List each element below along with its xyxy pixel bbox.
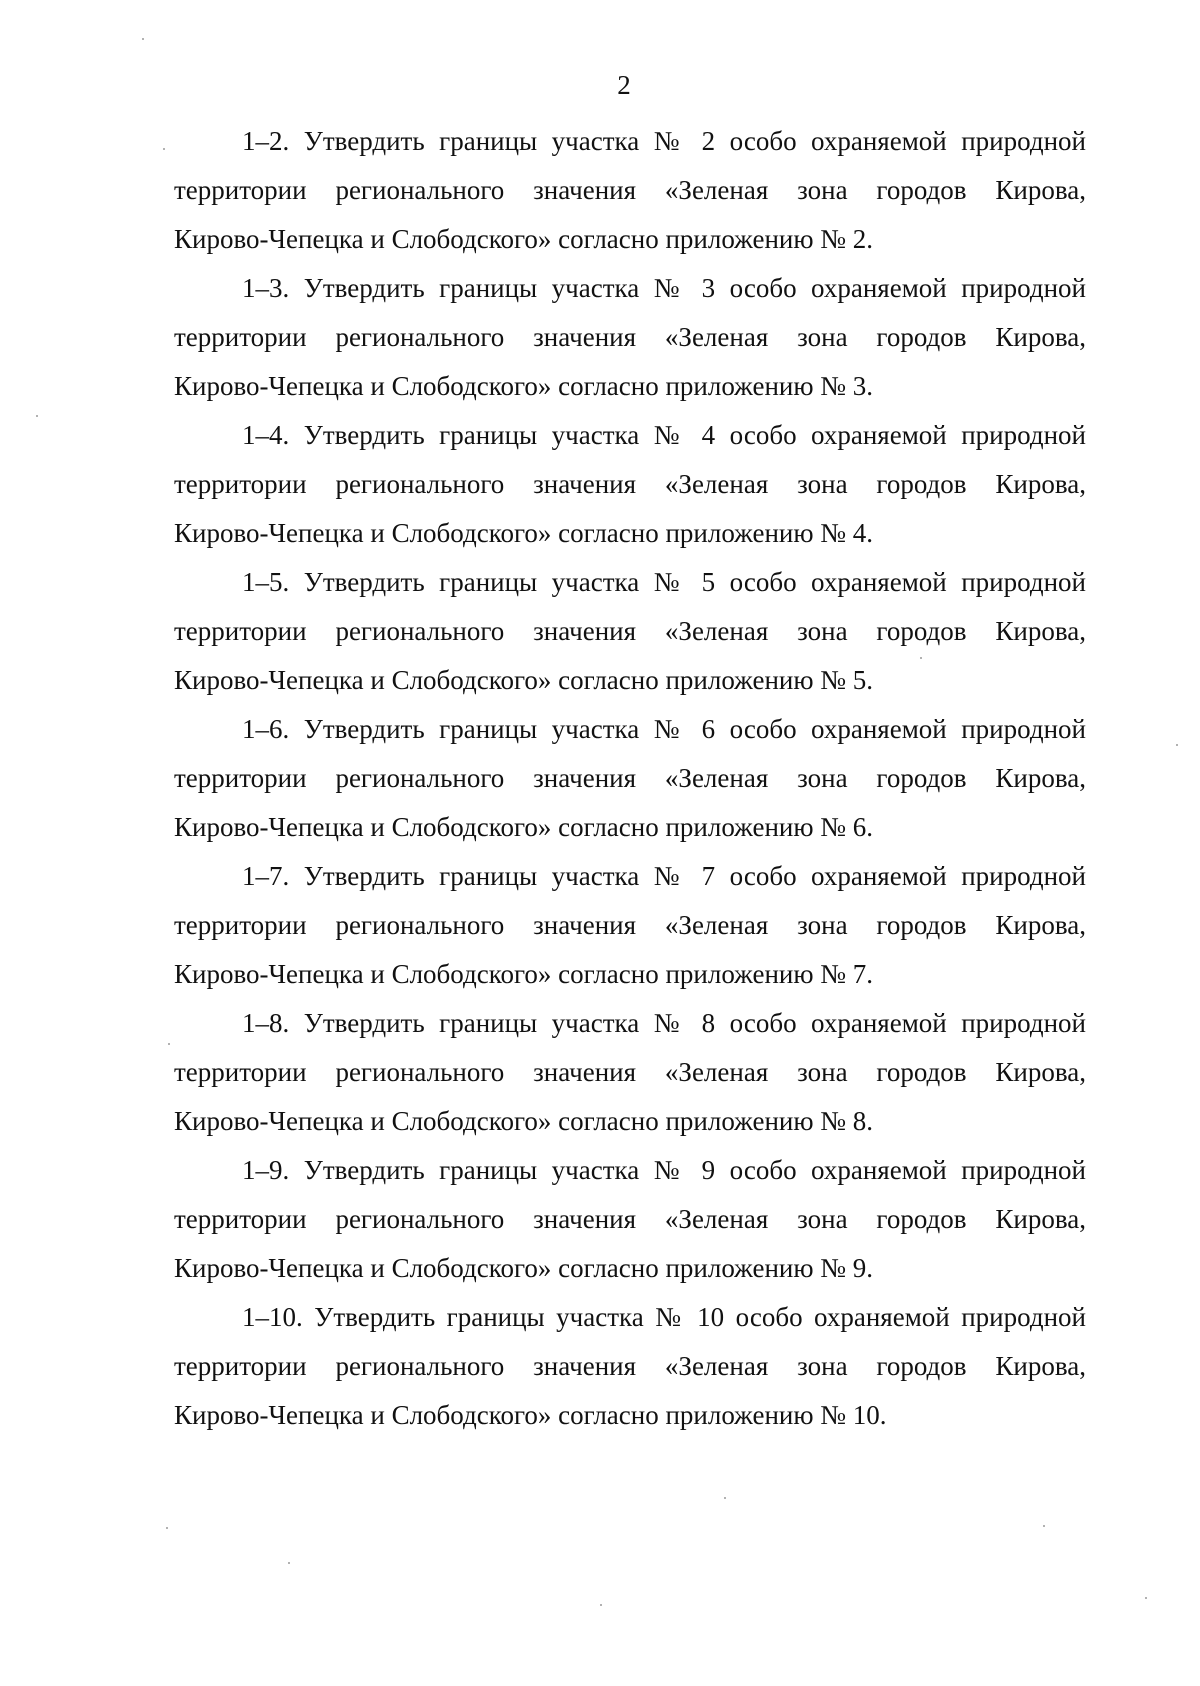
paragraph-line: территории регионального значения «Зеленая зона городов Кирова, [174,1057,1086,1087]
paragraph-line: Кирово-Чепецка и Слободского» согласно приложению № 6. [174,812,874,842]
paragraph-line: территории регионального значения «Зеленая зона городов Кирова, [174,763,1086,793]
paragraph-line: Кирово-Чепецка и Слободского» согласно приложению № 5. [174,665,874,695]
paragraph-line: 1–6. Утвердить границы участка № 6 особо охраняемой природной [242,714,1086,744]
scan-speck [168,1043,170,1045]
scan-speck [166,1527,168,1529]
paragraph-line: территории регионального значения «Зеленая зона городов Кирова, [174,616,1086,646]
paragraph-1-2 [174,117,1086,264]
paragraph-1-4 [174,411,1086,558]
paragraph-1-10 [174,1293,1086,1440]
paragraph-line: 1–9. Утвердить границы участка № 9 особо охраняемой природной [242,1155,1086,1185]
paragraph-1-8 [174,999,1086,1146]
paragraph-line: территории регионального значения «Зеленая зона городов Кирова, [174,910,1086,940]
paragraph-line: территории регионального значения «Зеленая зона городов Кирова, [174,1351,1086,1381]
paragraph-line: 1–5. Утвердить границы участка № 5 особо охраняемой природной [242,567,1086,597]
scan-speck [288,1562,290,1564]
scan-speck [1176,744,1178,746]
page-number: 2 [617,70,631,100]
scan-speck [163,148,165,150]
scan-speck [1145,1597,1147,1599]
paragraph-line: Кирово-Чепецка и Слободского» согласно приложению № 4. [174,518,874,548]
scan-speck [36,415,38,417]
paragraph-line: 1–10. Утвердить границы участка № 10 особо охраняемой природной [242,1302,1086,1332]
paragraph-line: 1–7. Утвердить границы участка № 7 особо охраняемой природной [242,861,1086,891]
scan-speck [920,657,922,659]
paragraph-line: территории регионального значения «Зеленая зона городов Кирова, [174,469,1086,499]
paragraph-1-6 [174,705,1086,852]
paragraph-line: Кирово-Чепецка и Слободского» согласно приложению № 2. [174,224,874,254]
scan-speck [600,1604,602,1606]
scan-speck [724,1497,726,1499]
paragraph-line: 1–2. Утвердить границы участка № 2 особо охраняемой природной [242,126,1086,156]
paragraph-1-9 [174,1146,1086,1293]
scan-speck [142,38,144,40]
paragraph-line: территории регионального значения «Зеленая зона городов Кирова, [174,1204,1086,1234]
paragraph-line: Кирово-Чепецка и Слободского» согласно приложению № 3. [174,371,874,401]
paragraph-1-5 [174,558,1086,705]
paragraph-line: Кирово-Чепецка и Слободского» согласно приложению № 9. [174,1253,874,1283]
paragraph-line: 1–8. Утвердить границы участка № 8 особо охраняемой природной [242,1008,1086,1038]
paragraph-line: 1–3. Утвердить границы участка № 3 особо охраняемой природной [242,273,1086,303]
paragraph-line: Кирово-Чепецка и Слободского» согласно приложению № 8. [174,1106,874,1136]
scan-speck [1043,1525,1045,1527]
paragraph-1-7 [174,852,1086,999]
paragraph-line: территории регионального значения «Зеленая зона городов Кирова, [174,175,1086,205]
paragraph-1-3 [174,264,1086,411]
paragraph-line: 1–4. Утвердить границы участка № 4 особо охраняемой природной [242,420,1086,450]
document-body [174,117,1086,1440]
paragraph-line: территории регионального значения «Зеленая зона городов Кирова, [174,322,1086,352]
paragraph-line: Кирово-Чепецка и Слободского» согласно приложению № 7. [174,959,874,989]
paragraph-line: Кирово-Чепецка и Слободского» согласно приложению № 10. [174,1400,887,1430]
